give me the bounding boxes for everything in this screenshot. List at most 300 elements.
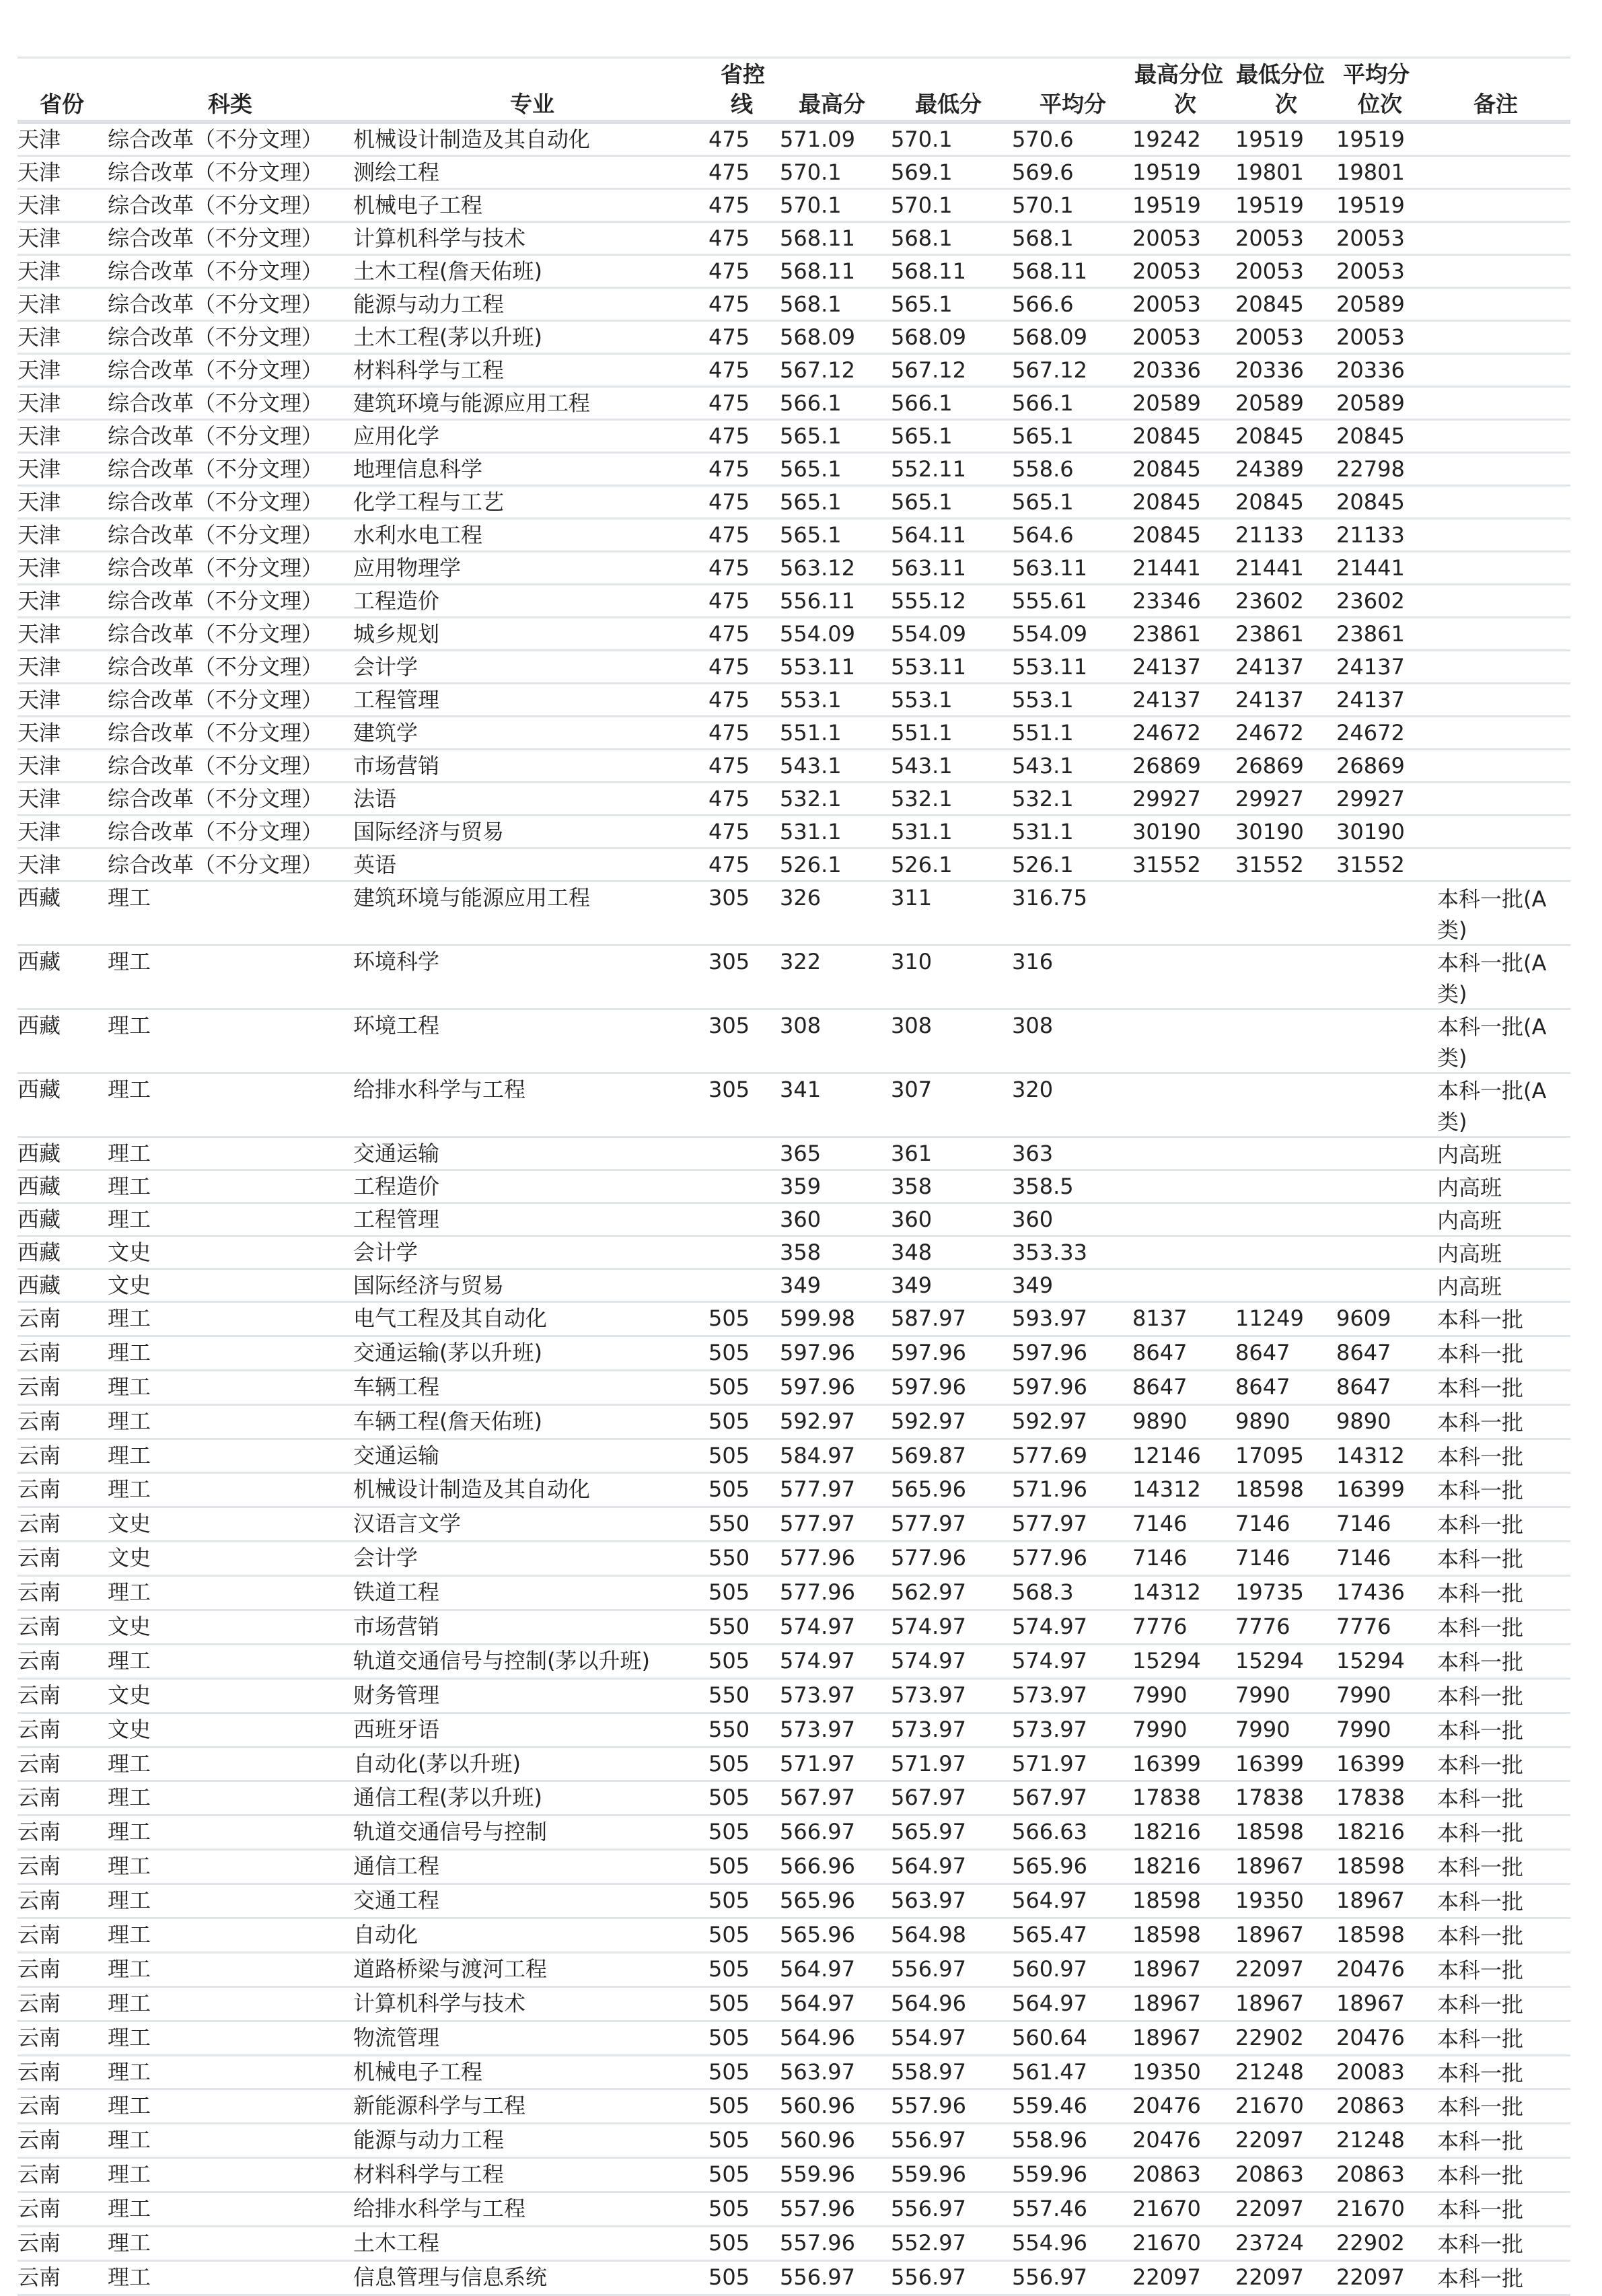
cell-major: 材料科学与工程 [353,2161,505,2188]
cell-avg-score: 363 [1012,1141,1054,1166]
cell-max-rank: 20845 [1132,456,1201,482]
cell-province: 云南 [17,1305,61,1331]
cell-category: 综合改革（不分文理） [108,654,324,680]
table-row [17,1748,1570,1783]
cell-category: 理工 [108,2024,151,2050]
cell-max-score: 365 [780,1141,822,1166]
cell-category: 文史 [108,1716,151,1742]
cell-max-rank: 19519 [1132,159,1201,185]
cell-min-score: 592.97 [891,1408,966,1434]
cell-major: 国际经济与贸易 [353,1272,505,1298]
cell-max-score: 360 [780,1207,822,1232]
cell-control-line: 475 [708,456,750,482]
cell-max-rank: 7990 [1132,1716,1188,1742]
cell-category: 理工 [108,1077,151,1102]
cell-max-rank: 20845 [1132,522,1201,548]
cell-major: 应用物理学 [353,555,462,581]
cell-max-score: 565.1 [780,456,842,482]
cell-major: 通信工程(茅以升班) [353,1785,542,1811]
cell-max-score: 577.96 [780,1545,855,1571]
cell-province: 云南 [17,1373,61,1400]
cell-avg-score: 568.3 [1012,1579,1074,1606]
cell-province: 云南 [17,1511,61,1537]
table-row [17,1204,1570,1237]
cell-min-rank: 16399 [1235,1750,1304,1777]
cell-max-score: 592.97 [780,1408,855,1434]
cell-province: 天津 [17,258,61,284]
cell-province: 云南 [17,1819,61,1845]
cell-major: 英语 [353,852,397,877]
cell-max-score: 565.1 [780,522,842,548]
cell-avg-score: 553.1 [1012,687,1074,713]
cell-major: 建筑环境与能源应用工程 [353,390,591,416]
header-major: 专业 [510,91,554,117]
cell-min-score: 358 [891,1174,933,1199]
cell-min-rank: 19350 [1235,1888,1304,1914]
table-row [17,1074,1570,1138]
cell-avg-rank: 15294 [1336,1647,1405,1674]
cell-min-rank: 18598 [1235,1819,1304,1845]
cell-control-line: 505 [708,1819,750,1845]
cell-avg-rank: 24672 [1336,720,1405,746]
cell-note: 本科一批 [1437,1649,1524,1675]
cell-major: 轨道交通信号与控制(茅以升班) [353,1647,650,1674]
cell-major: 建筑学 [353,720,418,746]
cell-major: 交通工程 [353,1888,440,1914]
cell-avg-rank: 7146 [1336,1511,1391,1537]
table-row [17,585,1570,618]
cell-control-line: 505 [708,2161,750,2188]
cell-min-rank: 7990 [1235,1716,1290,1742]
cell-max-rank: 8647 [1132,1339,1188,1365]
cell-province: 天津 [17,159,61,185]
cell-max-score: 560.96 [780,2127,855,2153]
cell-province: 云南 [17,1956,61,1982]
cell-note: 内高班 [1437,1208,1502,1233]
cell-note: 本科一批 [1437,2163,1524,2189]
cell-min-rank: 24137 [1235,687,1304,713]
cell-avg-rank: 18598 [1336,1853,1405,1879]
cell-min-rank: 24672 [1235,720,1304,746]
cell-major: 自动化(茅以升班) [353,1750,521,1777]
cell-control-line: 305 [708,949,750,974]
cell-major: 汉语言文学 [353,1511,462,1537]
cell-category: 综合改革（不分文理） [108,159,324,185]
cell-category: 综合改革（不分文理） [108,258,324,284]
cell-note: 本科一批 [1437,2060,1524,2086]
cell-note: 内高班 [1437,1241,1502,1266]
cell-province: 天津 [17,786,61,812]
cell-min-rank: 20053 [1235,324,1304,350]
cell-control-line: 475 [708,819,750,845]
cell-min-rank: 15294 [1235,1647,1304,1674]
cell-control-line: 475 [708,522,750,548]
cell-province: 天津 [17,357,61,383]
cell-min-rank: 9890 [1235,1408,1290,1434]
table-row [17,487,1570,519]
cell-control-line: 505 [708,1373,750,1400]
cell-min-score: 567.12 [891,357,966,383]
cell-min-rank: 18967 [1235,1990,1304,2016]
table-row [17,1508,1570,1542]
cell-note: 本科一批 [1437,1409,1524,1435]
cell-note: 本科一批 [1437,2265,1524,2291]
cell-province: 云南 [17,1614,61,1640]
cell-avg-score: 531.1 [1012,819,1074,845]
cell-province: 天津 [17,555,61,581]
cell-max-rank: 7776 [1132,1614,1188,1640]
cell-min-rank: 30190 [1235,819,1304,845]
cell-min-score: 597.96 [891,1373,966,1400]
table-row [17,2022,1570,2056]
cell-category: 理工 [108,2196,151,2222]
cell-avg-score: 573.97 [1012,1682,1087,1708]
cell-max-score: 597.96 [780,1373,855,1400]
cell-min-rank: 17838 [1235,1785,1304,1811]
cell-note: 内高班 [1437,1274,1502,1299]
header-avg-rank-bottom: 位次 [1358,91,1402,117]
cell-min-score: 565.1 [891,489,953,515]
cell-max-score: 553.11 [780,654,855,680]
cell-min-score: 564.98 [891,1922,966,1948]
cell-max-score: 563.97 [780,2058,855,2085]
header-category: 科类 [208,91,252,117]
cell-category: 理工 [108,1305,151,1331]
cell-avg-rank: 18967 [1336,1888,1405,1914]
cell-avg-rank: 20053 [1336,258,1405,284]
cell-category: 理工 [108,1339,151,1365]
cell-major: 地理信息科学 [353,456,483,482]
cell-max-rank: 18967 [1132,1956,1201,1982]
cell-min-score: 552.11 [891,456,966,482]
cell-control-line: 505 [708,1956,750,1982]
cell-max-score: 359 [780,1174,822,1199]
header-control-line-bottom: 线 [731,91,753,117]
cell-max-rank: 30190 [1132,819,1201,845]
cell-control-line: 475 [708,258,750,284]
cell-avg-rank: 24137 [1336,654,1405,680]
cell-avg-score: 597.96 [1012,1339,1087,1365]
table-row [17,519,1570,552]
cell-avg-rank: 20083 [1336,2058,1405,2085]
cell-max-rank: 20336 [1132,357,1201,383]
cell-max-rank: 8647 [1132,1373,1188,1400]
cell-avg-score: 543.1 [1012,753,1074,779]
cell-max-rank: 20589 [1132,390,1201,416]
cell-category: 综合改革（不分文理） [108,786,324,812]
cell-max-score: 551.1 [780,720,842,746]
table-row [17,1816,1570,1851]
cell-min-score: 577.96 [891,1545,966,1571]
cell-avg-score: 568.09 [1012,324,1087,350]
cell-max-rank: 20476 [1132,2127,1201,2153]
cell-max-score: 567.12 [780,357,855,383]
cell-max-rank: 19350 [1132,2058,1201,2085]
cell-min-score: 568.11 [891,258,966,284]
cell-max-score: 565.1 [780,423,842,449]
cell-max-rank: 20476 [1132,2093,1201,2119]
cell-min-rank: 20845 [1235,489,1304,515]
cell-avg-rank: 29927 [1336,786,1405,812]
cell-major: 交通运输(茅以升班) [353,1339,542,1365]
cell-control-line: 475 [708,489,750,515]
cell-category: 理工 [108,1990,151,2016]
cell-note: 本科一批 [1437,1478,1524,1504]
cell-category: 理工 [108,1888,151,1914]
header-province: 省份 [40,91,84,117]
cell-max-score: 573.97 [780,1682,855,1708]
cell-min-rank: 18598 [1235,1476,1304,1503]
cell-major: 自动化 [353,1922,418,1948]
cell-major: 市场营销 [353,753,440,779]
cell-category: 理工 [108,1174,151,1199]
cell-control-line: 505 [708,2196,750,2222]
cell-control-line: 305 [708,1077,750,1102]
table-row [17,1270,1570,1303]
cell-max-score: 568.11 [780,258,855,284]
cell-min-score: 361 [891,1141,933,1166]
cell-category: 综合改革（不分文理） [108,324,324,350]
cell-control-line: 475 [708,720,750,746]
cell-avg-rank: 9609 [1336,1305,1391,1331]
cell-province: 天津 [17,621,61,647]
cell-category: 综合改革（不分文理） [108,555,324,581]
cell-max-rank: 21670 [1132,2196,1201,2222]
cell-control-line: 505 [708,1476,750,1503]
cell-min-rank: 21670 [1235,2093,1304,2119]
cell-province: 云南 [17,1647,61,1674]
cell-avg-score: 565.1 [1012,423,1074,449]
cell-min-score: 562.97 [891,1579,966,1606]
cell-control-line: 475 [708,852,750,877]
cell-min-rank: 20863 [1235,2161,1304,2188]
cell-min-rank: 7776 [1235,1614,1290,1640]
cell-min-score: 552.97 [891,2230,966,2256]
cell-max-score: 565.96 [780,1922,855,1948]
cell-avg-score: 568.1 [1012,225,1074,251]
cell-min-rank: 20053 [1235,258,1304,284]
cell-avg-score: 551.1 [1012,720,1074,746]
cell-note: 内高班 [1437,1175,1502,1200]
table-row [17,1542,1570,1577]
cell-avg-rank: 22902 [1336,2230,1405,2256]
cell-min-score: 553.1 [891,687,953,713]
cell-max-rank: 17838 [1132,1785,1201,1811]
table-row [17,1680,1570,1714]
table-row [17,2262,1570,2296]
cell-max-score: 584.97 [780,1442,855,1468]
cell-category: 理工 [108,1922,151,1948]
cell-max-score: 564.97 [780,1956,855,1982]
cell-category: 综合改革（不分文理） [108,225,324,251]
cell-avg-rank: 14312 [1336,1442,1405,1468]
cell-avg-score: 564.97 [1012,1888,1087,1914]
cell-max-score: 570.1 [780,192,842,218]
cell-province: 云南 [17,2230,61,2256]
cell-min-rank: 20845 [1235,291,1304,317]
cell-control-line: 550 [708,1716,750,1742]
table-row [17,322,1570,355]
table-row [17,717,1570,750]
cell-control-line: 475 [708,159,750,185]
cell-major: 材料科学与工程 [353,357,505,383]
cell-min-score: 308 [891,1013,933,1038]
cell-min-score: 311 [891,885,933,910]
cell-min-rank: 20845 [1235,423,1304,449]
cell-avg-rank: 19801 [1336,159,1405,185]
cell-control-line: 475 [708,324,750,350]
cell-max-rank: 29927 [1132,786,1201,812]
cell-max-score: 349 [780,1272,822,1298]
cell-max-rank: 7990 [1132,1682,1188,1708]
cell-max-rank: 22097 [1132,2264,1201,2290]
cell-min-score: 563.97 [891,1888,966,1914]
cell-max-score: 526.1 [780,852,842,877]
cell-max-score: 554.09 [780,621,855,647]
cell-avg-rank: 7776 [1336,1614,1391,1640]
cell-avg-score: 566.1 [1012,390,1074,416]
cell-major: 土木工程 [353,2230,440,2256]
table-row [17,1611,1570,1645]
cell-avg-score: 353.33 [1012,1240,1087,1265]
cell-major: 通信工程 [353,1853,440,1879]
cell-category: 综合改革（不分文理） [108,753,324,779]
cell-max-score: 573.97 [780,1716,855,1742]
table-row [17,946,1570,1010]
cell-max-rank: 14312 [1132,1579,1201,1606]
cell-avg-score: 565.47 [1012,1922,1087,1948]
cell-control-line: 505 [708,1579,750,1606]
cell-control-line: 475 [708,357,750,383]
cell-min-score: 531.1 [891,819,953,845]
cell-province: 天津 [17,192,61,218]
cell-max-rank: 23346 [1132,588,1201,614]
cell-avg-score: 308 [1012,1013,1054,1038]
cell-max-rank: 18967 [1132,2024,1201,2050]
cell-note: 本科一批 [1437,1615,1524,1641]
cell-max-score: 597.96 [780,1339,855,1365]
cell-min-rank: 23724 [1235,2230,1304,2256]
cell-major: 应用化学 [353,423,440,449]
cell-avg-rank: 8647 [1336,1339,1391,1365]
cell-note: 本科一批 [1437,2128,1524,2155]
cell-category: 理工 [108,1579,151,1606]
cell-max-rank: 20053 [1132,225,1201,251]
cell-province: 天津 [17,291,61,317]
cell-avg-rank: 26869 [1336,753,1405,779]
cell-province: 云南 [17,1476,61,1503]
cell-min-rank: 21133 [1235,522,1304,548]
cell-control-line: 505 [708,1785,750,1811]
cell-major: 水利水电工程 [353,522,483,548]
cell-control-line: 505 [708,2093,750,2119]
cell-avg-rank: 21133 [1336,522,1405,548]
cell-avg-score: 526.1 [1012,852,1074,877]
cell-min-score: 573.97 [891,1682,966,1708]
cell-province: 西藏 [17,1174,61,1199]
cell-max-rank: 18216 [1132,1853,1201,1879]
cell-category: 综合改革（不分文理） [108,621,324,647]
cell-category: 理工 [108,1141,151,1166]
table-row [17,1171,1570,1204]
cell-control-line: 550 [708,1682,750,1708]
cell-avg-score: 577.97 [1012,1511,1087,1537]
cell-category: 理工 [108,2058,151,2085]
table-row [17,1337,1570,1371]
cell-min-score: 563.11 [891,555,966,581]
cell-avg-score: 553.11 [1012,654,1087,680]
cell-min-score: 565.1 [891,291,953,317]
cell-max-rank: 21441 [1132,555,1201,581]
cell-note: 本科一批 [1437,1546,1524,1573]
cell-avg-score: 574.97 [1012,1614,1087,1640]
cell-min-score: 559.96 [891,2161,966,2188]
cell-avg-score: 560.97 [1012,1956,1087,1982]
cell-avg-rank: 18967 [1336,1990,1405,2016]
table-row [17,2227,1570,2262]
cell-province: 云南 [17,2264,61,2290]
cell-min-score: 564.11 [891,522,966,548]
cell-avg-score: 577.96 [1012,1545,1087,1571]
cell-province: 云南 [17,2127,61,2153]
cell-min-score: 556.97 [891,2196,966,2222]
cell-major: 环境工程 [353,1013,440,1038]
cell-note: 本科一批 [1437,1717,1524,1744]
cell-major: 物流管理 [353,2024,440,2050]
cell-major: 会计学 [353,654,418,680]
table-row [17,388,1570,421]
cell-category: 文史 [108,1682,151,1708]
table-row [17,223,1570,256]
table-row [17,1303,1570,1337]
cell-max-score: 577.97 [780,1511,855,1537]
table-row [17,2090,1570,2124]
cell-note: 本科一批 [1437,1752,1524,1778]
table-row [17,157,1570,190]
cell-max-rank: 20845 [1132,423,1201,449]
header-min-rank-bottom: 次 [1275,91,1297,117]
cell-min-rank: 7990 [1235,1682,1290,1708]
cell-control-line: 505 [708,2058,750,2085]
cell-major: 工程造价 [353,1174,440,1199]
cell-min-rank: 21441 [1235,555,1304,581]
cell-min-rank: 19801 [1235,159,1304,185]
table-row [17,124,1570,157]
table-row [17,2124,1570,2159]
table-row [17,355,1570,388]
cell-max-rank: 20053 [1132,324,1201,350]
cell-category: 理工 [108,1819,151,1845]
cell-control-line: 475 [708,192,750,218]
cell-avg-score: 597.96 [1012,1373,1087,1400]
cell-max-score: 567.97 [780,1785,855,1811]
table-row [17,2159,1570,2193]
cell-control-line: 475 [708,423,750,449]
cell-avg-score: 554.96 [1012,2230,1087,2256]
cell-min-rank: 31552 [1235,852,1304,877]
cell-category: 理工 [108,2093,151,2119]
cell-avg-score: 570.1 [1012,192,1074,218]
cell-max-score: 557.96 [780,2230,855,2256]
table-row [17,1782,1570,1816]
table-row [17,1371,1570,1406]
cell-min-score: 565.97 [891,1819,966,1845]
header-max-rank-top: 最高分位 [1134,61,1223,87]
cell-min-rank: 29927 [1235,786,1304,812]
cell-province: 西藏 [17,1240,61,1265]
cell-avg-rank: 17436 [1336,1579,1405,1606]
cell-province: 云南 [17,1750,61,1777]
